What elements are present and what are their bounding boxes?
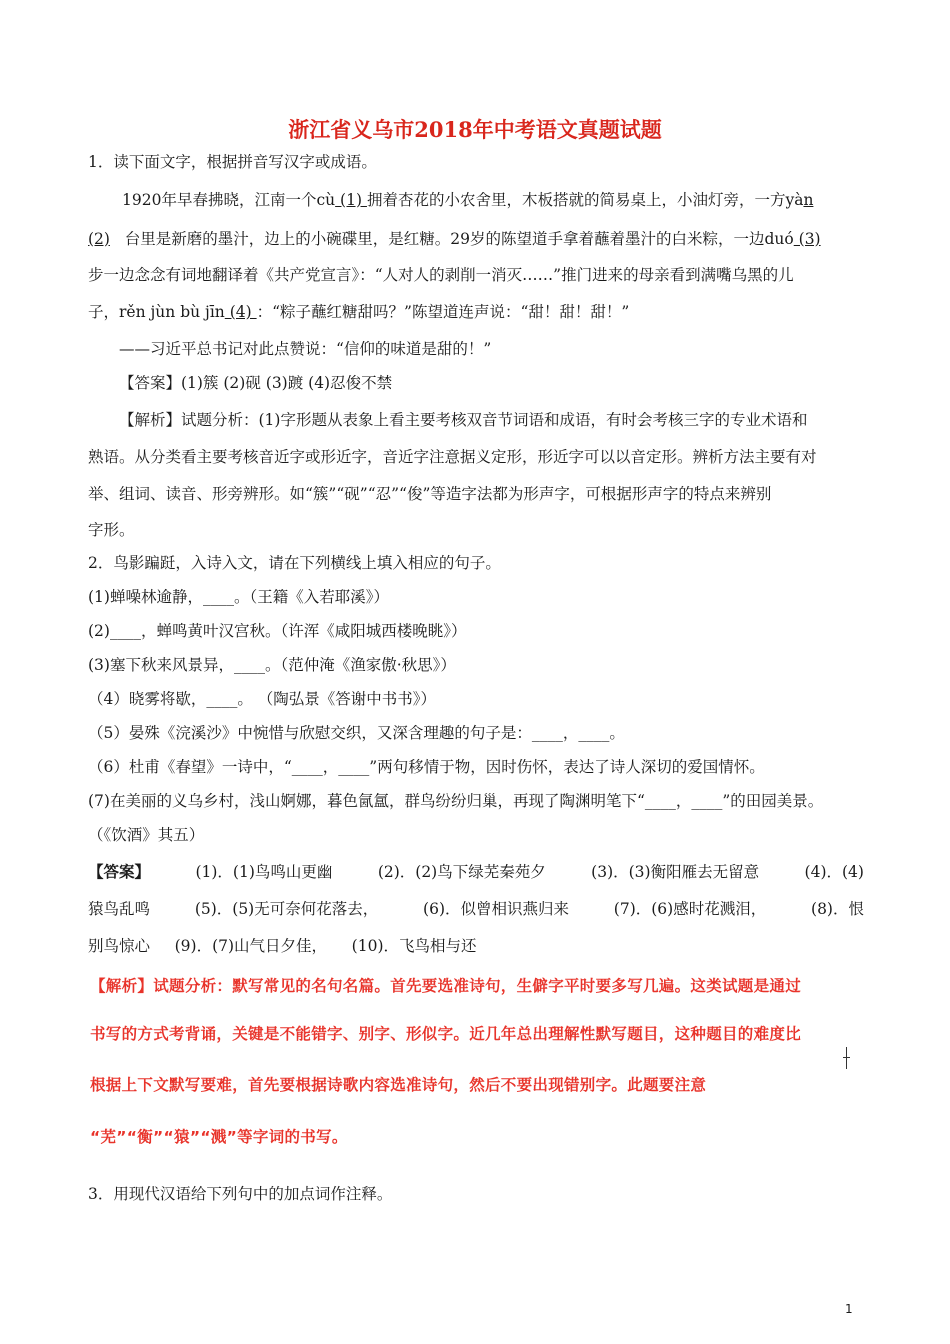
q2-analysis-red: “芜”“衡”“猿”“溅”等字词的书写。 [90, 1128, 348, 1146]
q1-text: 拥着杏花的小农舍里，木板搭就的简易桌上，小油灯旁，一方yà [366, 191, 804, 209]
q2-item: (3)塞下秋来风景异，____。（范仲淹《渔家傲·秋思》） [88, 656, 456, 674]
q2-analysis-red: 【解析】试题分析：默写常见的名句名篇。首先要选准诗句，生僻字平时要多写几遍。这类试题是通过 [90, 977, 802, 995]
q2-analysis-red: 根据上下文默写要难，首先要根据诗歌内容选准诗句，然后不要出现错别字。此题要注意 [90, 1076, 707, 1094]
q1-passage-line-1 [122, 190, 813, 210]
blank-2: (2) [88, 230, 110, 248]
q1-text: 子，rěn jùn bù jīn [88, 303, 225, 321]
q2-item: (2)____，蝉鸣黄叶汉宫秋。（许浑《咸阳城西楼晚眺》） [88, 622, 467, 640]
answer-item: 猿鸟乱鸣 [88, 900, 151, 918]
q2-analysis-red: 书写的方式考背诵，关键是不能错字、别字、形似字。近几年总出理解性默写题目，这种题目的难度比 [90, 1025, 802, 1043]
answer-label: 【答案】 [88, 862, 151, 881]
answer-item: (4)．(4) [804, 863, 864, 881]
q1-text: 台里是新磨的墨汁，边上的小碗碟里，是红糖。29岁的陈望道手拿着蘸着墨汁的白米粽，一边duó [124, 230, 794, 248]
blank-3: (3) [793, 230, 821, 248]
q1-quote: ——习近平总书记对此点赞说：“信仰的味道是甜的！” [119, 340, 492, 358]
q1-passage-line-3: 步一边念念有词地翻译着《共产党宣言》：“人对人的剥削一消灭……”推门进来的母亲看到满嘴乌黑的儿 [88, 266, 794, 284]
q1-analysis-line: 【解析】试题分析：(1)字形题从表象上看主要考核双音节词语和成语，有时会考核三字的专业术语和 [119, 411, 808, 429]
q2-item: （4）晓雾将歇，____。 （陶弘景《答谢中书书》） [88, 690, 437, 708]
q1-analysis-line: 熟语。从分类看主要考核音近字或形近字，音近字注意据义定形，形近字可以以音定形。辨析方法主要有对 [88, 448, 817, 466]
q2-answer-row-1 [88, 862, 864, 882]
answer-item: (6)．似曾相识燕归来 [423, 900, 569, 918]
page-title: 浙江省义乌市2018年中考语文真题试题 [288, 117, 662, 142]
q2-item: （6）杜甫《春望》一诗中，“____，____”两句移情于物，因时伤怀，表达了诗人深切的爱国情怀。 [88, 758, 765, 776]
q1-stem: 1．读下面文字，根据拼音写汉字或成语。 [88, 153, 377, 171]
answer-item: (1)．(1)鸟鸣山更幽 [195, 863, 333, 881]
q1-text: n [803, 191, 814, 209]
q2-item: （5）晏殊《浣溪沙》中惋惜与欣慰交织，又深含理趣的句子是：____，____。 [88, 724, 625, 742]
q1-passage-line-2 [88, 229, 821, 249]
answer-item: (2)．(2)鸟下绿芜秦苑夕 [377, 863, 546, 881]
q3-stem: 3．用现代汉语给下列句中的加点词作注释。 [88, 1185, 393, 1203]
q2-stem: 2．鸟影蹁跹，入诗入文，请在下列横线上填入相应的句子。 [88, 554, 501, 572]
blank-1: (1) [335, 191, 367, 209]
q1-passage-line-4 [88, 302, 629, 322]
q2-answer-row-2 [88, 899, 864, 919]
q1-answer: 【答案】(1)簇 (2)砚 (3)踱 (4)忍俊不禁 [119, 374, 393, 392]
q1-text: 1920年早春拂晓，江南一个cù [122, 191, 336, 209]
q1-text: ：“粽子蘸红糖甜吗？”陈望道连声说：“甜！甜！甜！” [256, 303, 630, 321]
answer-item: (7)．(6)感时花溅泪， [613, 900, 767, 918]
q2-item: (1)蝉噪林逾静，____。（王籍《入若耶溪》） [88, 588, 389, 606]
answer-item: (8)．恨 [811, 900, 864, 918]
answer-item: (3)．(3)衡阳雁去无留意 [591, 863, 760, 881]
answer-item: (5)．(5)无可奈何花落去， [194, 900, 379, 918]
text-cursor-icon [846, 1047, 847, 1069]
q2-item: (7)在美丽的义乌乡村，浅山婀娜，暮色氤氲，群鸟纷纷归巢，再现了陶渊明笔下“____，____”的田园美景。 [88, 792, 824, 810]
blank-4: (4) [224, 303, 257, 321]
q1-analysis-line: 字形。 [88, 521, 135, 539]
q2-item: （《饮酒》其五） [88, 826, 205, 844]
page-number: 1 [845, 1302, 853, 1316]
q2-answer-row-3: 别鸟惊心 (9)．(7)山气日夕佳， (10)．飞鸟相与还 [88, 937, 477, 955]
q1-analysis-line: 举、组词、读音、形旁辨形。如“簇”“砚”“忍”“俊”等造字法都为形声字，可根据形声字的特点来辨别 [88, 485, 772, 503]
